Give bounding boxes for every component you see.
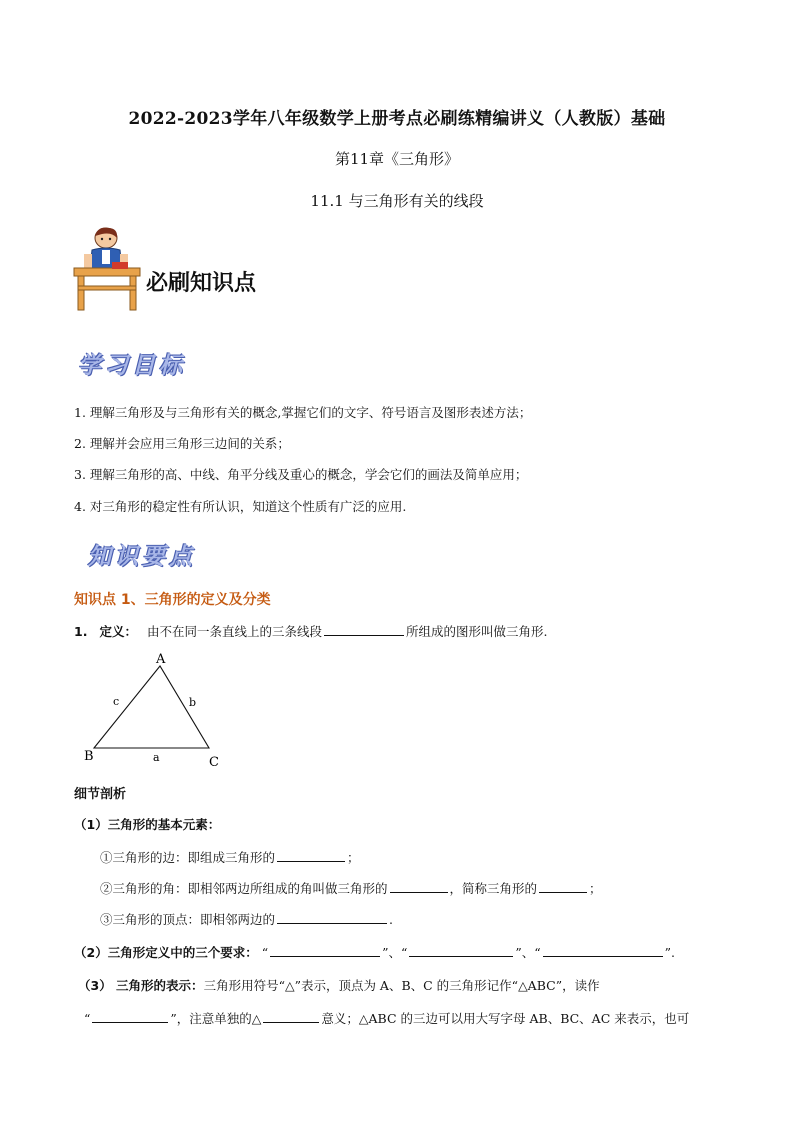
details-heading: 细节剖析 xyxy=(74,787,127,802)
requirements-label: （2）三角形定义中的三个要求： xyxy=(74,945,258,960)
notation-label: （3） 三角形的表示： xyxy=(78,978,204,993)
edge-text: ①三角形的边：即组成三角形的 xyxy=(100,850,276,865)
section-title: 11.1 与三角形有关的线段 xyxy=(310,192,484,210)
must-know-heading: 必刷知识点 xyxy=(146,270,257,296)
knowledge-point-heading: 知识点 1、三角形的定义及分类 xyxy=(74,592,271,608)
angle-blank xyxy=(390,880,448,893)
vertex-end: . xyxy=(389,912,393,927)
angle-text: ②三角形的角：即相邻两边所组成的角叫做三角形的 xyxy=(100,881,388,896)
requirements-separator: ”、“ xyxy=(382,945,408,960)
requirement-blank-2 xyxy=(409,944,513,957)
triangle-abc-figure xyxy=(82,650,232,775)
basic-elements-label: （1）三角形的基本元素： xyxy=(74,817,221,832)
notation-quote: “ xyxy=(84,1011,91,1026)
edge-blank xyxy=(277,849,345,862)
vertex-text: ③三角形的顶点：即相邻两边的 xyxy=(100,912,276,927)
vertex-blank xyxy=(277,911,387,924)
definition-line xyxy=(74,622,547,640)
requirements-line xyxy=(74,943,675,961)
teacher-desk-illustration xyxy=(72,226,142,312)
edge-line xyxy=(100,848,360,866)
side-label-c: c xyxy=(113,695,120,708)
angle-short-blank xyxy=(539,880,587,893)
key-points-heading: 知识要点 xyxy=(88,543,196,570)
vertex-line xyxy=(100,910,393,928)
requirement-blank-3 xyxy=(543,944,663,957)
reading-blank xyxy=(92,1010,168,1023)
document-title: 2022-2023学年八年级数学上册考点必刷练精编讲义（人教版）基础 xyxy=(128,109,666,129)
learning-goals-heading: 学习目标 xyxy=(78,352,186,379)
definition-number: 1. xyxy=(74,624,88,639)
requirements-separator: ”、“ xyxy=(515,945,541,960)
angle-line xyxy=(100,879,602,897)
definition-text-end: 所组成的图形叫做三角形. xyxy=(405,624,548,639)
definition-text-start: 由不在同一条直线上的三条线段 xyxy=(146,624,322,639)
notation-line xyxy=(78,976,600,994)
objective-item: 1. 理解三角形及与三角形有关的概念,掌握它们的文字、符号语言及图形表述方法； xyxy=(74,405,532,420)
requirements-quote: “ xyxy=(261,945,269,960)
notation-text-mid: ”，注意单独的△ xyxy=(170,1011,262,1026)
definition-blank xyxy=(324,623,404,636)
vertex-label-c: C xyxy=(209,755,219,770)
chapter-title: 第11章《三角形》 xyxy=(334,150,460,168)
objective-item: 2. 理解并会应用三角形三边间的关系； xyxy=(74,436,290,451)
definition-label: 定义： xyxy=(99,624,137,639)
vertex-label-a: A xyxy=(156,652,166,667)
notation-text-end: 意义；△ABC 的三边可以用大写字母 AB、BC、AC 来表示，也可 xyxy=(321,1011,690,1026)
requirement-blank-1 xyxy=(270,944,380,957)
vertex-label-b: B xyxy=(84,749,94,764)
meaning-blank xyxy=(263,1010,319,1023)
angle-end: ； xyxy=(589,881,602,896)
requirements-end: ”. xyxy=(664,945,676,960)
side-label-a: a xyxy=(153,751,160,764)
notation-line-2 xyxy=(84,1009,689,1027)
side-label-b: b xyxy=(189,696,197,709)
edge-end: ； xyxy=(347,850,360,865)
objective-item: 4. 对三角形的稳定性有所认识，知道这个性质有广泛的应用. xyxy=(74,499,407,514)
objective-item: 3. 理解三角形的高、中线、角平分线及重心的概念，学会它们的画法及简单应用； xyxy=(74,467,528,482)
notation-text: 三角形用符号“△”表示，顶点为 A、B、C 的三角形记作“△ABC”，读作 xyxy=(203,978,600,993)
angle-short-text: ，简称三角形的 xyxy=(449,881,538,896)
